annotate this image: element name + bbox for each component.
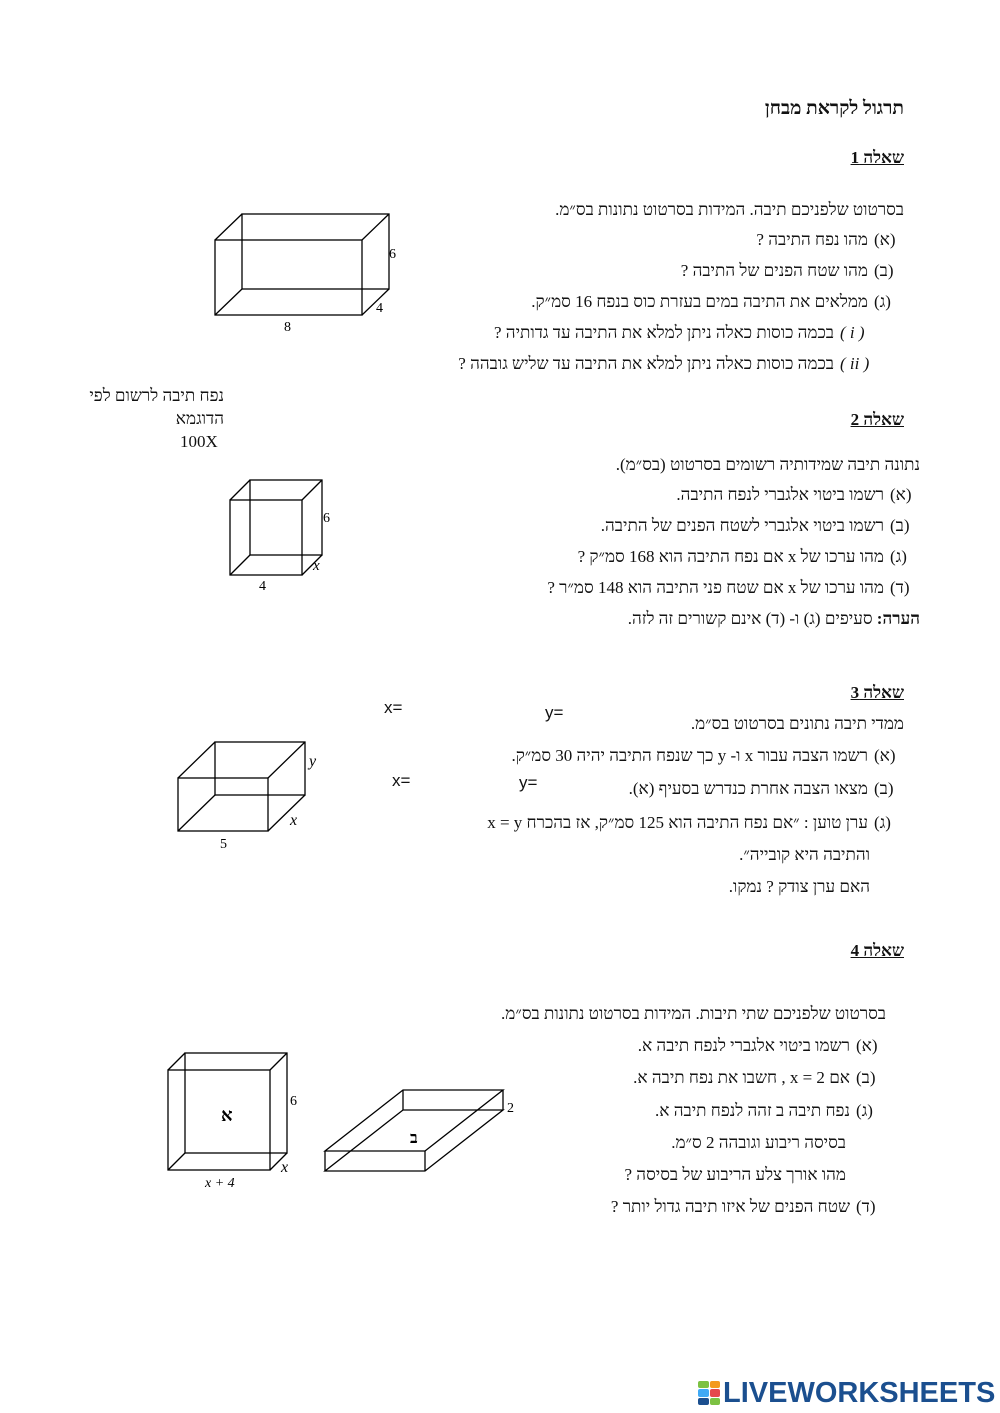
q3-c-line-3: האם ערן צודק ? נמקו. bbox=[728, 877, 870, 896]
q2-note-text: סעיפים (ג) ו- (ד) אינם קשורים זה לזה. bbox=[627, 609, 877, 628]
q3-item-c bbox=[487, 813, 904, 833]
q4-d-marker: (ד) bbox=[856, 1197, 876, 1216]
q1-item-cii bbox=[458, 354, 870, 374]
q3-intro: ממדי תיבה נתונים בסרטוט בס״מ. bbox=[690, 714, 904, 733]
q2-a-text: רשמו ביטוי אלגברי לנפח התיבה. bbox=[676, 485, 884, 504]
q2-c-marker: (ג) bbox=[890, 547, 907, 566]
q4-item-a bbox=[638, 1036, 886, 1056]
q3-box-front bbox=[178, 778, 268, 831]
q4-c-marker: (ג) bbox=[856, 1101, 873, 1120]
q3-field-y1[interactable]: y= bbox=[545, 703, 564, 722]
liveworksheets-logo-icon bbox=[698, 1381, 720, 1405]
q2-d-marker: (ד) bbox=[890, 578, 910, 597]
q1-box-front bbox=[215, 240, 362, 315]
q2-width-label: 4 bbox=[259, 579, 266, 594]
q2-note-label: הערה: bbox=[876, 609, 920, 628]
q1-b-text: מהו שטח הפנים של התיבה ? bbox=[680, 261, 868, 280]
q4-box-b-figure bbox=[315, 1085, 525, 1200]
q4-box-a-figure bbox=[155, 1045, 315, 1195]
q3-item-b bbox=[629, 779, 904, 799]
q3-field-x1[interactable]: x= bbox=[384, 698, 403, 717]
q1-c-text: ממלאים את התיבה במים בעזרת כוס בנפח 16 סמ״ק. bbox=[531, 292, 868, 311]
q1-box-figure bbox=[200, 205, 420, 340]
q2-item-b bbox=[601, 516, 920, 536]
sidenote-line-3: 100X bbox=[180, 432, 218, 451]
q3-a-text: רשמו הצבה עבור x ו- y כך שנפח התיבה יהיה 30 סמ״ק. bbox=[511, 746, 868, 765]
q1-item-b bbox=[681, 261, 904, 281]
sidenote-line-1: נפח תיבה לרשום לפי bbox=[89, 386, 224, 405]
q2-height-label: 6 bbox=[323, 511, 330, 526]
q4-box-a-height-label: 6 bbox=[290, 1094, 297, 1109]
q2-item-a bbox=[676, 485, 920, 505]
q1-b-marker: (ב) bbox=[874, 261, 894, 280]
q1-height-label: 6 bbox=[389, 247, 396, 262]
q4-item-c bbox=[655, 1101, 886, 1121]
q3-width-label: 5 bbox=[220, 837, 227, 852]
q2-a-marker: (א) bbox=[890, 485, 912, 504]
q4-intro: בסרטוט שלפניכם שתי תיבות. המידות בסרטוט נתונות בס״מ. bbox=[501, 1004, 886, 1023]
q2-item-d bbox=[547, 578, 920, 598]
question-3-header: שאלה 3 bbox=[850, 683, 904, 702]
q2-b-text: רשמו ביטוי אלגברי לשטח הפנים של התיבה. bbox=[600, 516, 884, 535]
sidenote-line-2: הדוגמא bbox=[175, 409, 224, 428]
q3-c-text: ערן טוען : ״אם נפח התיבה הוא 125 סמ״ק, אז בהכרח x = y bbox=[487, 813, 868, 832]
q1-ci-marker: ( i ) bbox=[840, 323, 865, 342]
page-title: תרגול לקראת מבחן bbox=[764, 98, 904, 119]
q3-item-a bbox=[511, 746, 904, 766]
q4-b-text: אם x = 2 , חשבו את נפח תיבה א. bbox=[633, 1068, 850, 1087]
q1-a-text: מהו נפח התיבה ? bbox=[756, 230, 868, 249]
q1-item-c bbox=[531, 292, 904, 312]
q4-d-text: שטח הפנים של איזו תיבה גדול יותר ? bbox=[610, 1197, 850, 1216]
q3-c-line-2: והתיבה היא קובייה״. bbox=[739, 845, 870, 864]
q1-intro: בסרטוט שלפניכם תיבה. המידות בסרטוט נתונות בס״מ. bbox=[555, 200, 904, 219]
q1-a-marker: (א) bbox=[874, 230, 896, 249]
q4-a-text: רשמו ביטוי אלגברי לנפח תיבה א. bbox=[637, 1036, 850, 1055]
q4-c-line-2: בסיסה ריבוע וגובהה 2 ס״מ. bbox=[671, 1133, 846, 1152]
question-4-header: שאלה 4 bbox=[850, 941, 904, 960]
q2-note bbox=[628, 609, 920, 629]
q4-c-text: נפח תיבה ב זהה לנפח תיבה א. bbox=[655, 1101, 850, 1120]
q4-item-b bbox=[633, 1068, 886, 1088]
q3-box-figure bbox=[165, 730, 335, 855]
q1-item-ci bbox=[494, 323, 870, 343]
q4-c-line-3: מהו אורך צלע הריבוע של בסיסה ? bbox=[624, 1165, 846, 1184]
q3-a-marker: (א) bbox=[874, 746, 896, 765]
q1-depth-label: 4 bbox=[376, 301, 383, 316]
q4-a-marker: (א) bbox=[856, 1036, 878, 1055]
q4-box-a-name: א bbox=[221, 1105, 233, 1125]
q3-field-y2[interactable]: y= bbox=[519, 773, 538, 792]
q4-item-d bbox=[611, 1197, 886, 1217]
question-1-header: שאלה 1 bbox=[850, 148, 904, 167]
q4-box-b-height-label: 2 bbox=[507, 1101, 514, 1116]
q1-box-back bbox=[242, 214, 389, 289]
q2-c-text: מהו ערכו של x אם נפח התיבה הוא 168 סמ״ק ? bbox=[577, 547, 884, 566]
q2-item-c bbox=[578, 547, 920, 567]
q3-height-label: y bbox=[309, 753, 317, 770]
q4-box-a-depth-label: x bbox=[281, 1159, 289, 1176]
q3-c-marker: (ג) bbox=[874, 813, 891, 832]
q2-intro: נתונה תיבה שמידותיה רשומים בסרטוט (בס״מ). bbox=[615, 455, 920, 474]
q1-width-label: 8 bbox=[284, 320, 291, 335]
q4-box-b-name: ב bbox=[410, 1130, 418, 1147]
liveworksheets-logo-text: LIVEWORKSHEETS bbox=[723, 1376, 996, 1409]
question-2-header: שאלה 2 bbox=[850, 410, 904, 429]
liveworksheets-logo bbox=[698, 1377, 995, 1409]
q1-cii-text: בכמה כוסות כאלה ניתן למלא את התיבה עד שליש גובהה ? bbox=[458, 354, 834, 373]
q2-depth-label: x bbox=[313, 558, 320, 574]
q3-box-back bbox=[215, 742, 305, 795]
q2-b-marker: (ב) bbox=[890, 516, 910, 535]
q1-item-a bbox=[756, 230, 904, 250]
q4-box-a-width-label: x + 4 bbox=[205, 1176, 235, 1191]
q2-d-text: מהו ערכו של x אם שטח פני התיבה הוא 148 סמ״ר ? bbox=[547, 578, 884, 597]
q4-b-marker: (ב) bbox=[856, 1068, 876, 1087]
q3-depth-label: x bbox=[290, 812, 298, 829]
q3-field-x2[interactable]: x= bbox=[392, 771, 411, 790]
q1-cii-marker: ( ii ) bbox=[840, 354, 870, 373]
q3-b-text: מצאו הצבה אחרת כנדרש בסעיף (א). bbox=[628, 779, 868, 798]
q1-c-marker: (ג) bbox=[874, 292, 891, 311]
q1-ci-text: בכמה כוסות כאלה ניתן למלא את התיבה עד גדותיה ? bbox=[494, 323, 834, 342]
q2-box-figure bbox=[215, 470, 345, 595]
q3-b-marker: (ב) bbox=[874, 779, 894, 798]
